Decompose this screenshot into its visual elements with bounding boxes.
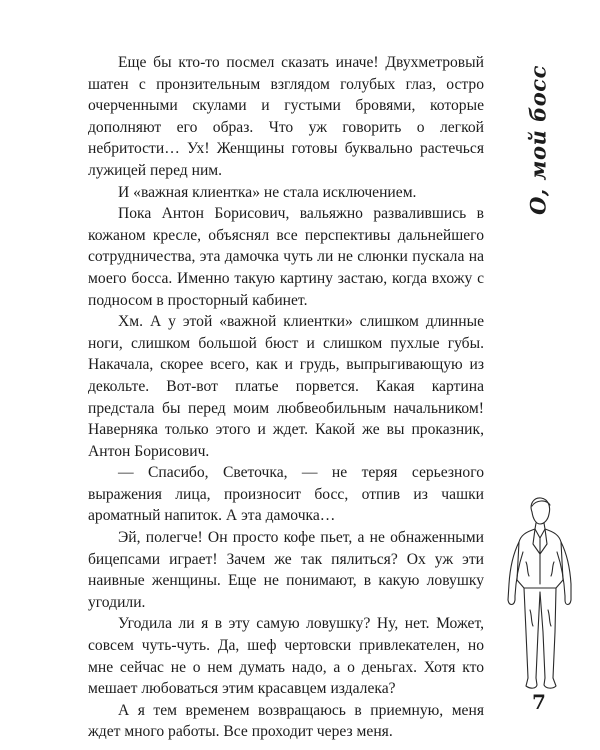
paragraph: Пока Антон Борисович, вальяжно развалившись в кожаном кресле, объяснял все перспективы дальнейшего сотрудничества, эта дамочка чуть ли не слюнки пускала на моего босса. Именно такую картину застаю, когда вхожу с подносом в просторный кабинет. — [88, 205, 484, 309]
running-title: О, мой босс — [525, 65, 551, 215]
paragraph: Эй, полегче! Он просто кофе пьет, а не обнаженными бицепсами играет! Зачем же так пялиться? Ох уж эти наивные женщины. Еще не понимают, в какую ловушку угодили. — [88, 529, 484, 611]
body-text — [88, 52, 484, 743]
man-figure-illustration — [496, 492, 576, 694]
paragraph: И «важная клиентка» не стала исключением. — [118, 183, 417, 201]
paragraph: А я тем временем возвращаюсь в приемную, меня ждет много работы. Все проходит через меня. — [88, 701, 484, 741]
paragraph: — Спасибо, Светочка, — не теряя серьезного выражения лица, произносит босс, отпив из чашки ароматный напиток. А эта дамочка… — [88, 464, 484, 525]
paragraph: Угодила ли я в эту самую ловушку? Ну, нет. Может, совсем чуть-чуть. Да, шеф чертовски привлекателен, но мне сейчас не о нем думать надо, а о деньгах. Хотя кто мешает любоваться этим красавцем издалека? — [88, 615, 484, 698]
paragraph: Хм. А у этой «важной клиентки» слишком длинные ноги, слишком большой бюст и слишком пухлые губы. Накачала, скорее всего, как и грудь, выпрыгивающую из декольте. Вот-вот платье порвется. Какая картина предстала бы перед моим любвеобильным начальником! Наверняка только этого и ждет. Какой же вы проказник, Антон Борисович. — [88, 313, 484, 460]
page-number: 7 — [532, 690, 546, 714]
paragraph: Еще бы кто-то посмел сказать иначе! Двухметровый шатен с пронзительным взглядом голубых глаз, остро очерченными скулами и густыми бровями, которые дополняют его образ. Что уж говорить о легкой небритости… Ух! Женщины готовы буквально растечься лужицей перед ним. — [88, 54, 484, 179]
